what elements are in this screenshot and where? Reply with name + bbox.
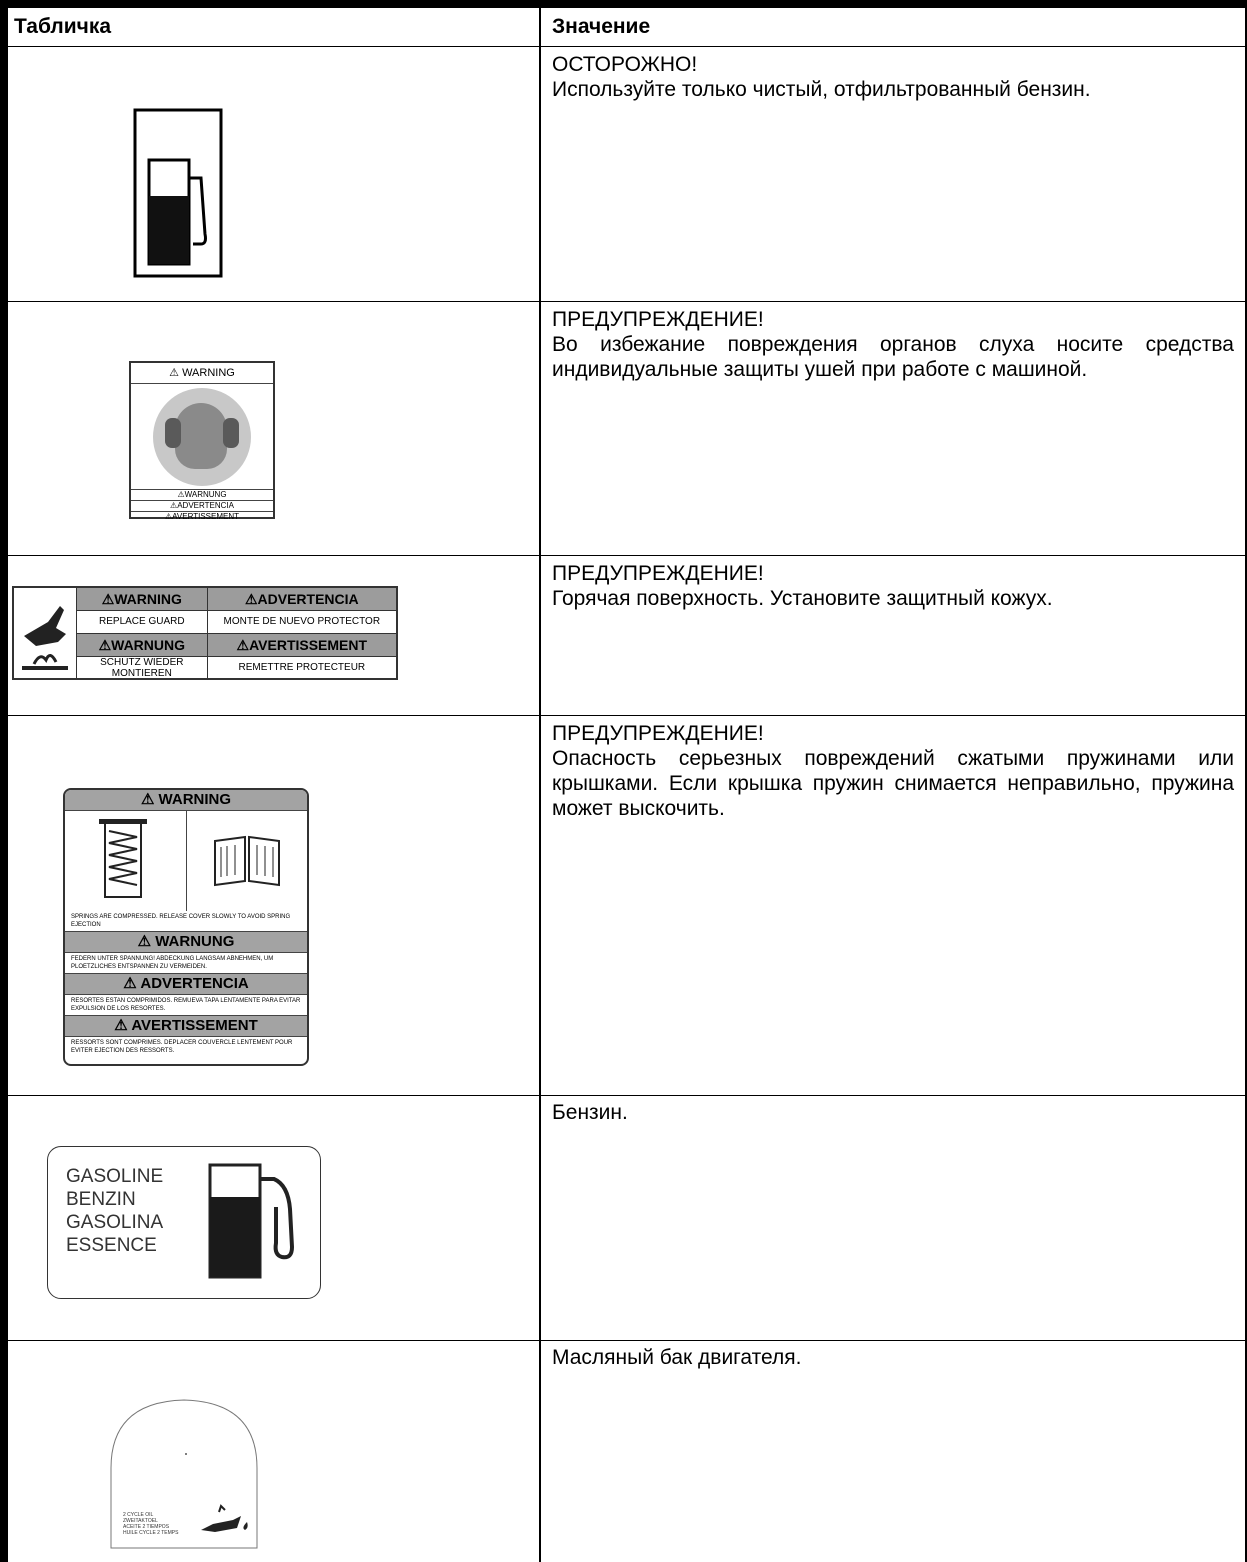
row-2-meaning: [552, 307, 1234, 382]
sign-text: REMETTRE PROTECTEUR: [207, 657, 396, 679]
sign-text: MONTE DE NUEVO PROTECTOR: [207, 611, 396, 634]
row-divider: [0, 46, 1247, 47]
hot-surface-icon: [12, 586, 398, 680]
header-meaning: Значение: [552, 15, 651, 38]
row-3-title: ПРЕДУПРЕЖДЕНИЕ!: [552, 562, 764, 585]
earmuff-right: [223, 418, 239, 448]
row-1-text: Используйте только чистый, отфильтрованный бензин.: [552, 78, 1091, 101]
row-divider: [0, 715, 1247, 716]
gasoline-pump-icon: [47, 1146, 321, 1299]
row-2-text: Во избежание повреждения органов слуха носите средства индивидуальные защиты ушей при работе с машиной.: [552, 333, 1234, 381]
row-6-text: Масляный бак двигателя.: [552, 1346, 802, 1369]
sign-text: REPLACE GUARD: [76, 611, 207, 634]
hearing-protection-icon: [129, 361, 275, 519]
head-silhouette: [175, 403, 227, 469]
row-5-meaning: [552, 1100, 1234, 1125]
sign-word: GASOLINA: [66, 1212, 164, 1233]
sign-small-text: RESORTES ESTAN COMPRIMIDOS. REMUEVA TAPA LENTAMENTE PARA EVITAR EXPULSION DE LOS RESORTES.: [71, 998, 301, 1012]
row-3-text: Горячая поверхность. Установите защитный кожух.: [552, 587, 1053, 610]
compressed-spring-icon: [65, 811, 187, 911]
row-divider: [0, 1095, 1247, 1096]
sign-band: ⚠WARNING: [76, 588, 207, 611]
sign-word: HUILE CYCLE 2 TEMPS: [123, 1530, 179, 1536]
sign-word: BENZIN: [66, 1189, 136, 1210]
sign-row: ⚠ADVERTENCIA: [131, 500, 273, 511]
sign-band: ⚠AVERTISSEMENT: [207, 634, 396, 657]
row-1-meaning: [552, 52, 1234, 102]
hand-flame-icon: [18, 594, 72, 674]
earmuff-left: [165, 418, 181, 448]
sign-small-text: RESSORTS SONT COMPRIMES. DEPLACER COUVERCLE LENTEMENT POUR EVITER EJECTION DES RESSORTS.: [71, 1040, 293, 1054]
row-4-meaning: [552, 721, 1234, 821]
table-left-border: [0, 0, 8, 1562]
sign-band: ⚠WARNUNG: [76, 634, 207, 657]
sign-row: ⚠AVERTISSEMENT: [131, 511, 273, 522]
sign-header: ⚠ WARNING: [131, 363, 273, 384]
sign-band: ⚠ADVERTENCIA: [207, 588, 396, 611]
row-divider: [0, 555, 1247, 556]
manual-book-icon: [187, 811, 308, 911]
sign-word: ESSENCE: [66, 1235, 157, 1256]
sign-word: 2 CYCLE OIL: [123, 1512, 154, 1518]
row-4-title: ПРЕДУПРЕЖДЕНИЕ!: [552, 722, 764, 745]
sign-band: ⚠ AVERTISSEMENT: [65, 1015, 307, 1037]
row-divider: [0, 301, 1247, 302]
fuel-pump-graphic: [206, 1161, 306, 1285]
row-1-title: ОСТОРОЖНО!: [552, 53, 698, 76]
table-top-border: [0, 0, 1247, 8]
fuel-pump-icon: [131, 108, 227, 285]
row-3-meaning: [552, 561, 1234, 611]
header-sign: Табличка: [14, 15, 112, 38]
sign-text: SCHUTZ WIEDER MONTIEREN: [76, 657, 207, 679]
sign-word: ACEITE 2 TIEMPOS: [123, 1524, 170, 1530]
row-5-text: Бензин.: [552, 1101, 628, 1124]
sign-word: GASOLINE: [66, 1166, 164, 1187]
sign-band: ⚠ WARNING: [65, 790, 307, 811]
row-6-meaning: [552, 1345, 1234, 1370]
row-divider: [0, 1340, 1247, 1341]
sign-row: ⚠WARNUNG: [131, 489, 273, 500]
oil-can-icon: [109, 1398, 259, 1551]
sign-small-text: FEDERN UNTER SPANNUNG! ABDECKUNG LANGSAM ABNEHMEN, UM PLOETZLICHES ENTSPANNEN ZU VERMEIDEN.: [71, 956, 274, 970]
row-4-text: Опасность серьезных повреждений сжатыми пружинами или крышками. Если крышка пружин снимается неправильно, пружина может выскочить.: [552, 747, 1234, 820]
row-2-title: ПРЕДУПРЕЖДЕНИЕ!: [552, 308, 764, 331]
table-column-divider: [539, 0, 541, 1562]
sign-small-text: SPRINGS ARE COMPRESSED. RELEASE COVER SLOWLY TO AVOID SPRING EJECTION: [71, 914, 291, 928]
sign-band: ⚠ ADVERTENCIA: [65, 973, 307, 995]
sign-band: ⚠ WARNUNG: [65, 931, 307, 953]
spring-warning-icon: [63, 788, 309, 1066]
sign-word: ZWEITAKTOEL: [123, 1518, 158, 1524]
